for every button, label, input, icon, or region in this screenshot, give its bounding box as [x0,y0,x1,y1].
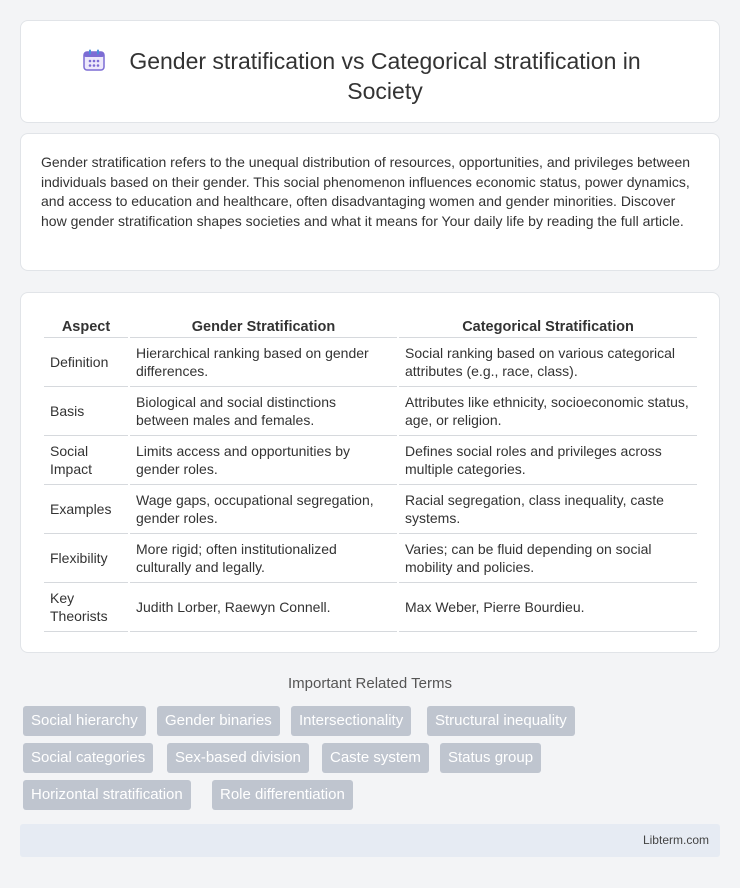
footer [20,824,720,857]
row-categorical-value: Varies; can be fluid depending on social mobility and policies. [399,534,697,583]
tag-role-differentiation[interactable]: Role differentiation [212,780,353,810]
tag-sex-based-division[interactable]: Sex-based division [167,743,309,773]
row-gender-value: Biological and social distinctions between males and females. [130,387,397,436]
row-aspect: Social Impact [44,436,128,485]
tag-gender-binaries[interactable]: Gender binaries [157,706,280,736]
intro-card [20,133,720,271]
related-terms-heading: Important Related Terms [288,675,452,692]
table-row [44,534,697,583]
row-aspect: Flexibility [44,534,128,583]
header-gender-stratification: Gender Stratification [130,314,397,338]
tag-social-hierarchy[interactable]: Social hierarchy [23,706,146,736]
row-gender-value: Limits access and opportunities by gender roles. [130,436,397,485]
row-aspect: Examples [44,485,128,534]
row-categorical-value: Racial segregation, class inequality, caste systems. [399,485,697,534]
comparison-table [42,314,699,632]
page-title-text: Gender stratification vs Categorical stratification in Society [129,48,641,104]
table-header-row [44,314,697,338]
tag-social-categories[interactable]: Social categories [23,743,153,773]
row-categorical-value: Attributes like ethnicity, socioeconomic status, age, or religion. [399,387,697,436]
tag-intersectionality[interactable]: Intersectionality [291,706,411,736]
intro-paragraph: Gender stratification refers to the unequal distribution of resources, opportunities, and privileges between individuals based on their gender. This social phenomenon influences economic status, power dynamics, and access to education and healthcare, often disadvantaging women and gender minorities. Discover how gender stratification shapes societies and what it means for Your daily life by reading the full article. [41,154,691,229]
page-title [21,46,719,106]
footer-site-link[interactable]: Libterm.com [642,833,709,847]
tag-status-group[interactable]: Status group [440,743,541,773]
row-categorical-value: Max Weber, Pierre Bourdieu. [399,583,697,632]
row-aspect: Definition [44,338,128,387]
row-categorical-value: Defines social roles and privileges across multiple categories. [399,436,697,485]
row-aspect: Key Theorists [44,583,128,632]
table-row [44,436,697,485]
row-gender-value: Wage gaps, occupational segregation, gender roles. [130,485,397,534]
tag-horizontal-stratification[interactable]: Horizontal stratification [23,780,191,810]
row-gender-value: Judith Lorber, Raewyn Connell. [130,583,397,632]
row-aspect: Basis [44,387,128,436]
table-row [44,387,697,436]
comparison-table-card [20,292,720,653]
table-row [44,583,697,632]
row-categorical-value: Social ranking based on various categorical attributes (e.g., race, class). [399,338,697,387]
title-card [20,20,720,123]
header-aspect: Aspect [44,314,128,338]
tag-structural-inequality[interactable]: Structural inequality [427,706,575,736]
row-gender-value: Hierarchical ranking based on gender differences. [130,338,397,387]
calendar-icon [82,48,106,72]
table-row [44,338,697,387]
tag-caste-system[interactable]: Caste system [322,743,429,773]
row-gender-value: More rigid; often institutionalized culturally and legally. [130,534,397,583]
table-row [44,485,697,534]
header-categorical-stratification: Categorical Stratification [399,314,697,338]
